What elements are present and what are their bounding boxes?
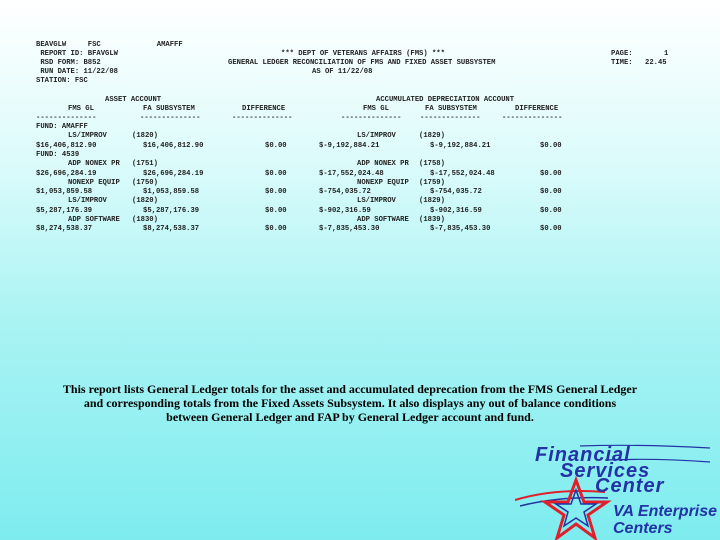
amount-cell: $0.00 bbox=[540, 169, 562, 178]
run-date-line: RUN DATE: 11/22/08 bbox=[36, 68, 118, 76]
amount-cell: $0.00 bbox=[540, 188, 562, 197]
accum-account-code: (1759) bbox=[419, 178, 445, 187]
amount-cell: $1,053,859.58 bbox=[36, 188, 93, 197]
report-header-line: BEAVGLW FSC AMAFFF bbox=[36, 41, 183, 49]
dash-rule: -------------- bbox=[232, 114, 293, 122]
amount-cell: $-7,835,453.30 bbox=[430, 225, 491, 234]
time-value: 22.45 bbox=[645, 59, 667, 67]
caption-line: and corresponding totals from the Fixed Assets Subsystem. It also displays any out of balance conditions bbox=[83, 396, 617, 410]
logo-centers: Centers bbox=[613, 520, 673, 537]
amount-cell: $8,274,538.37 bbox=[36, 225, 93, 234]
amount-cell: $0.00 bbox=[265, 225, 287, 234]
amount-cell: $0.00 bbox=[540, 225, 562, 234]
col-fa-subsystem-asset: FA SUBSYSTEM bbox=[143, 105, 195, 113]
accum-account-code: (1839) bbox=[419, 216, 445, 224]
asset-account-name: NONEXP EQUIP bbox=[68, 178, 120, 187]
amount-cell: $16,406,812.90 bbox=[143, 141, 204, 150]
accum-account-code: (1758) bbox=[419, 160, 445, 169]
amount-cell: $16,406,812.90 bbox=[36, 141, 97, 150]
logo-services: Services bbox=[560, 460, 651, 482]
gl-reconciliation-report bbox=[0, 0, 720, 240]
asset-account-name: LS/IMPROV bbox=[68, 132, 107, 141]
dash-rule: -------------- bbox=[420, 114, 481, 122]
report-description bbox=[40, 382, 660, 424]
amount-cell: $0.00 bbox=[265, 141, 287, 150]
caption-line: between General Ledger and FAP by General Ledger account and fund. bbox=[166, 410, 534, 424]
amount-cell: $5,287,176.39 bbox=[36, 206, 93, 215]
asset-account-code: (1750) bbox=[132, 178, 158, 187]
station-line: STATION: FSC bbox=[36, 77, 88, 85]
amount-cell: $-902,316.59 bbox=[319, 206, 371, 215]
caption-line: This report lists General Ledger totals for the asset and accumulated deprecation from the FMS General Ledger bbox=[62, 382, 638, 396]
logo-center: Center bbox=[595, 475, 665, 497]
col-difference-accum: DIFFERENCE bbox=[515, 105, 559, 113]
page-value: 1 bbox=[664, 50, 669, 58]
amount-cell: $-9,192,884.21 bbox=[430, 141, 491, 150]
asset-account-name: ADP NONEX PR bbox=[68, 160, 120, 169]
asset-account-code: (1830) bbox=[132, 216, 158, 224]
amount-cell: $-902,316.59 bbox=[430, 206, 482, 215]
amount-cell: $-17,552,024.48 bbox=[430, 169, 495, 178]
col-difference-asset: DIFFERENCE bbox=[242, 105, 286, 113]
accum-depreciation-header: ACCUMULATED DEPRECIATION ACCOUNT bbox=[376, 96, 515, 104]
accum-account-name: ADP SOFTWARE bbox=[357, 216, 409, 224]
asset-account-code: (1820) bbox=[132, 132, 158, 141]
amount-cell: $-754,035.72 bbox=[319, 188, 371, 197]
amount-cell: $0.00 bbox=[540, 141, 562, 150]
asset-account-code: (1751) bbox=[132, 160, 158, 169]
col-fms-gl-accum: FMS GL bbox=[363, 105, 389, 113]
fund-label: FUND: 4539 bbox=[36, 150, 80, 159]
amount-cell: $-17,552,024.48 bbox=[319, 169, 384, 178]
amount-cell: $0.00 bbox=[540, 206, 562, 215]
amount-cell: $5,287,176.39 bbox=[143, 206, 200, 215]
col-fms-gl-asset: FMS GL bbox=[68, 105, 94, 113]
amount-cell: $-754,035.72 bbox=[430, 188, 482, 197]
accum-account-name: NONEXP EQUIP bbox=[357, 178, 409, 187]
amount-cell: $-7,835,453.30 bbox=[319, 225, 380, 234]
amount-cell: $1,053,859.58 bbox=[143, 188, 200, 197]
amount-cell: $0.00 bbox=[265, 206, 287, 215]
dash-rule: -------------- bbox=[36, 114, 97, 122]
asset-account-header: ASSET ACCOUNT bbox=[105, 96, 162, 104]
amount-cell: $8,274,538.37 bbox=[143, 225, 200, 234]
logo-va-enterprise: VA Enterprise bbox=[613, 503, 718, 520]
amount-cell: $0.00 bbox=[265, 169, 287, 178]
report-form-line: RSD FORM: B852 bbox=[36, 59, 101, 67]
accum-account-code: (1829) bbox=[419, 197, 445, 206]
col-fa-subsystem-accum: FA SUBSYSTEM bbox=[425, 105, 477, 113]
dash-rule: -------------- bbox=[341, 114, 402, 122]
amount-cell: $26,696,284.19 bbox=[36, 169, 97, 178]
fund-label: FUND: AMAFFF bbox=[36, 123, 88, 131]
time-label: TIME: bbox=[611, 59, 633, 67]
accum-account-name: ADP NONEX PR bbox=[357, 160, 409, 169]
amount-cell: $26,696,284.19 bbox=[143, 169, 204, 178]
asset-account-code: (1820) bbox=[132, 197, 158, 206]
report-title: GENERAL LEDGER RECONCILIATION OF FMS AND FIXED ASSET SUBSYSTEM bbox=[228, 59, 496, 67]
logo-financial: Financial bbox=[535, 444, 631, 466]
dash-rule: -------------- bbox=[140, 114, 201, 122]
accum-account-name: LS/IMPROV bbox=[357, 132, 396, 141]
report-id-line: REPORT ID: BFAVGLW bbox=[36, 50, 118, 58]
asset-account-name: ADP SOFTWARE bbox=[68, 216, 120, 224]
report-dept-title: *** DEPT OF VETERANS AFFAIRS (FMS) *** bbox=[281, 50, 445, 58]
dash-rule: -------------- bbox=[502, 114, 563, 122]
page-label: PAGE: bbox=[611, 50, 633, 58]
accum-account-name: LS/IMPROV bbox=[357, 197, 396, 206]
accum-account-code: (1829) bbox=[419, 132, 445, 141]
fsc-va-logo bbox=[510, 440, 720, 540]
amount-cell: $-9,192,884.21 bbox=[319, 141, 380, 150]
amount-cell: $0.00 bbox=[265, 188, 287, 197]
asset-account-name: LS/IMPROV bbox=[68, 197, 107, 206]
report-as-of: AS OF 11/22/08 bbox=[312, 68, 373, 76]
